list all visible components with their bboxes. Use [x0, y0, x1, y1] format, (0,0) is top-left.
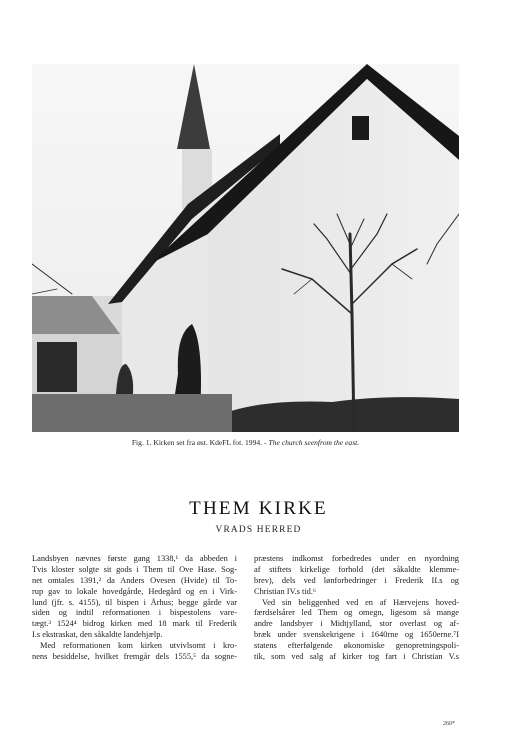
text-column-left	[32, 554, 237, 663]
text-line: rup gav to lokale hovedgårde, Hedegård og en i Virk-	[32, 586, 237, 596]
text-column-right	[254, 554, 459, 663]
text-line: Ved sin beliggenhed ved en af Hærvejens hoved-	[262, 597, 459, 607]
text-line: net omtales 1391,² da Anders Ovesen (Hvide) til To-	[32, 575, 237, 585]
text-line: Med reformationen kom kirken utvivlsomt i kro-	[40, 641, 237, 651]
text-line: siden og indtil reformationen i bispestolens vare-	[32, 608, 237, 618]
text-line: Christian IV.s tid.⁶	[254, 586, 316, 596]
text-line: præstens indkomst forbedredes under en nyordning	[254, 554, 459, 563]
caption-english: The church seenfrom the east.	[268, 438, 360, 447]
caption-danish: Fig. 1. Kirken set fra øst. KdeFL fot. 1994. -	[131, 438, 267, 447]
text-line: I.s ekstraskat, den såkaldte landehjælp.	[32, 630, 163, 640]
text-line: bræk under svenskekrigene i 1640rne og 1650erne.⁷I	[254, 630, 459, 640]
text-line: tik, som ved salg af kirker tog fart i Christian V.s	[254, 652, 459, 662]
page-number: 260*	[443, 721, 455, 727]
page-subtitle: VRADS HERRED	[215, 525, 302, 535]
text-line: tægt.³ 1524⁴ bidrog kirken med 18 mark til Frederik	[32, 619, 237, 629]
text-line: nens besiddelse, hvilket fremgår dels 1555,⁵ da sogne-	[32, 652, 237, 662]
text-line: andre landsbyer i Midtjylland, stor overlast og af-	[254, 619, 459, 629]
text-line: statens efterfølgende økonomiske genopretningspoli-	[254, 641, 459, 651]
figure-caption	[32, 438, 459, 448]
text-line: brev), dels ved lønforbedringer i Frederik II.s og	[254, 575, 459, 585]
text-line: færdselsårer led Them og omegn, ligesom så mange	[254, 608, 459, 618]
church-photograph	[32, 64, 459, 432]
text-line: Tvis kloster solgte sit gods i Them til Ove Hase. Sog-	[32, 564, 237, 574]
page-title: THEM KIRKE	[189, 498, 328, 519]
text-line: Landsbyen nævnes første gang 1338,¹ da abbeden i	[32, 554, 237, 563]
text-line: lund (jfr. s. 4155), til bispen i Århus; begge gårde var	[32, 597, 237, 607]
text-line: af stiftets kirkelige forhold (det såkaldte klemme-	[254, 564, 459, 574]
